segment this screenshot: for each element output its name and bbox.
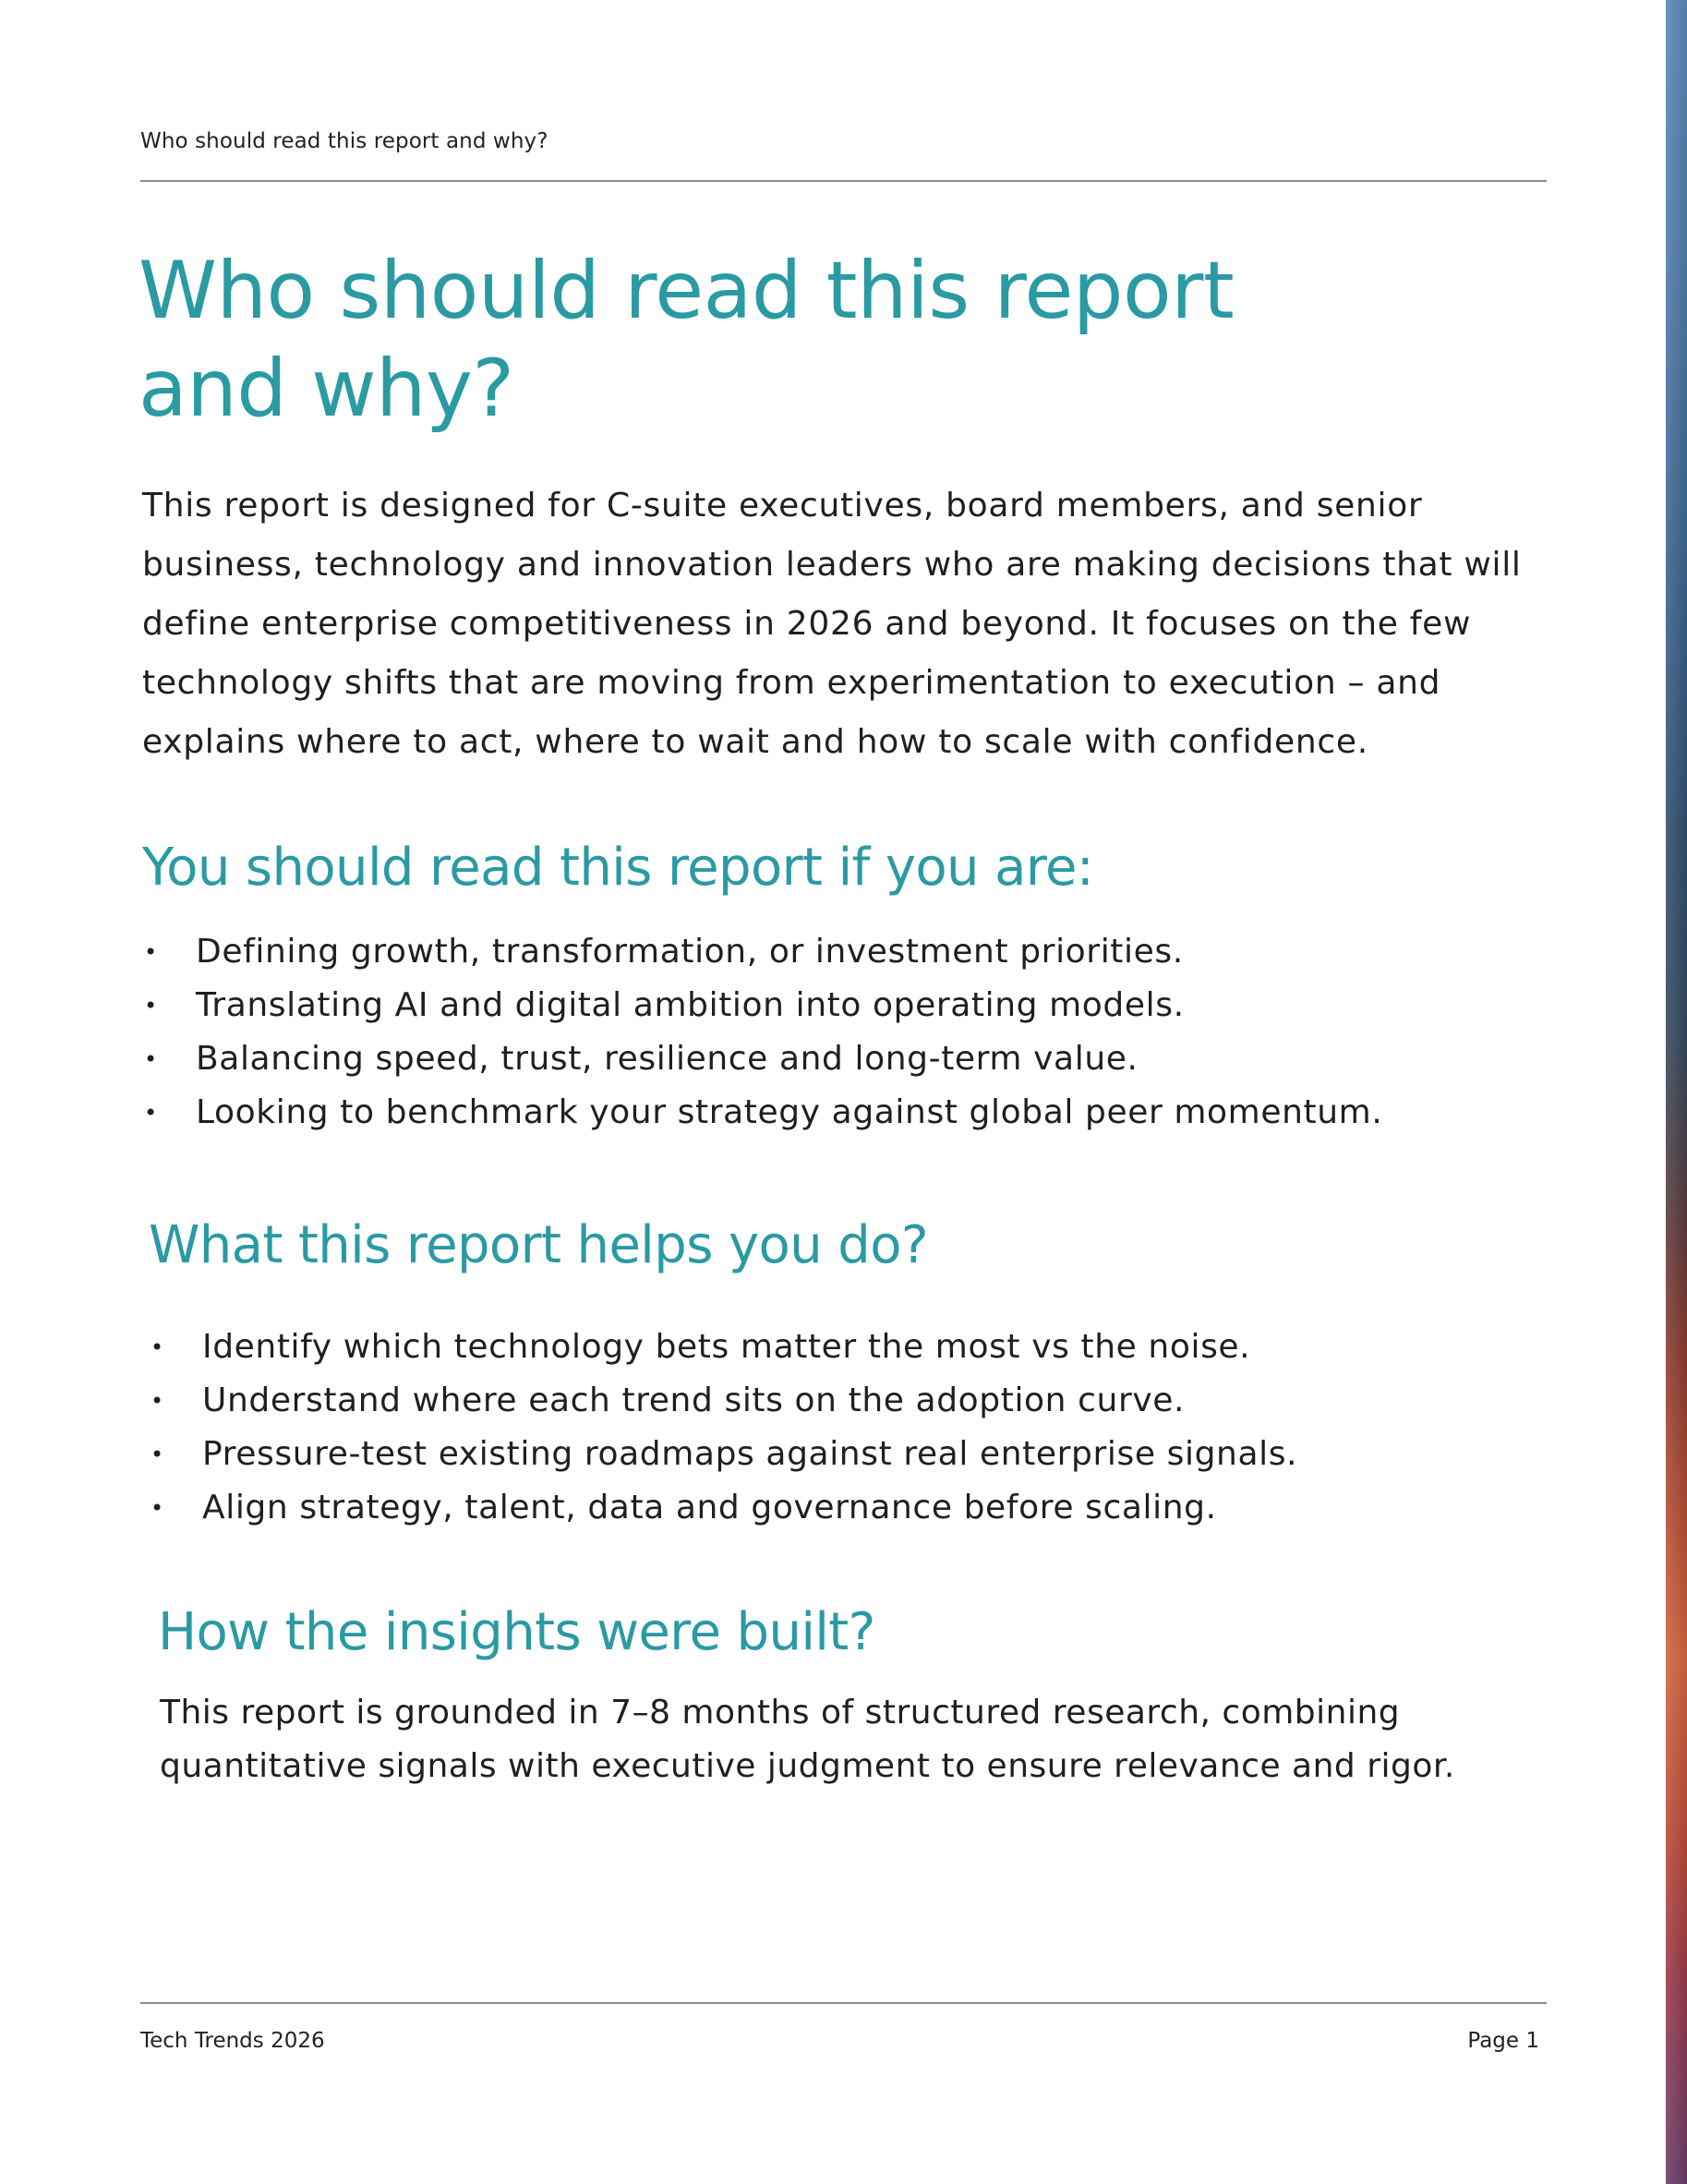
list-item-text: Balancing speed, trust, resilience and long-term value. xyxy=(196,1040,1139,1078)
built-section-body: This report is grounded in 7–8 months of structured research, combining quantitative signals with executive judgment to ensure relevance and rigor. xyxy=(160,1694,1455,1785)
read-section-heading: You should read this report if you are: xyxy=(142,838,1094,898)
bullet-icon: • xyxy=(144,1046,158,1072)
footer-divider xyxy=(140,2002,1547,2004)
bullet-icon: • xyxy=(151,1388,164,1414)
bullet-icon: • xyxy=(144,1100,158,1126)
list-item xyxy=(144,979,1529,1032)
read-reasons-list xyxy=(144,925,1529,1140)
helps-section-heading: What this report helps you do? xyxy=(149,1215,929,1275)
page-number: Page 1 xyxy=(1467,2029,1539,2053)
header-divider xyxy=(140,180,1547,182)
list-item-text: Defining growth, transformation, or investment priorities. xyxy=(196,933,1184,971)
page-title-line-2: and why? xyxy=(139,343,514,435)
list-item-text: Align strategy, talent, data and governance before scaling. xyxy=(202,1489,1217,1526)
list-item xyxy=(151,1321,1536,1374)
list-item-text: Translating AI and digital ambition into operating models. xyxy=(196,986,1185,1024)
bullet-icon: • xyxy=(151,1495,164,1521)
bullet-icon: • xyxy=(144,939,158,965)
helps-list xyxy=(151,1321,1536,1535)
list-item xyxy=(151,1428,1536,1481)
list-item xyxy=(151,1481,1536,1535)
bullet-icon: • xyxy=(144,993,158,1019)
decorative-gradient-strip xyxy=(1666,0,1687,2184)
list-item-text: Understand where each trend sits on the adoption curve. xyxy=(202,1382,1186,1419)
list-item-text: Pressure-test existing roadmaps against real enterprise signals. xyxy=(202,1435,1298,1473)
built-section-heading: How the insights were built? xyxy=(158,1602,875,1662)
intro-paragraph: This report is designed for C-suite executives, board members, and senior business, technology and innovation leaders who are making decisions that will define enterprise competitiveness in 2026 and beyond. It focuses on the few technology shifts that are moving from experimentation to execution – and explains where to act, where to wait and how to scale with confidence. xyxy=(142,487,1522,761)
footer-publication: Tech Trends 2026 xyxy=(140,2029,325,2053)
list-item xyxy=(144,1032,1529,1086)
page-title xyxy=(139,242,1247,438)
running-header: Who should read this report and why? xyxy=(140,129,548,153)
page-title-line-1: Who should read this report xyxy=(139,245,1235,337)
bullet-icon: • xyxy=(151,1442,164,1467)
list-item xyxy=(151,1374,1536,1428)
list-item xyxy=(144,925,1529,979)
list-item xyxy=(144,1086,1529,1140)
bullet-icon: • xyxy=(151,1334,164,1360)
list-item-text: Looking to benchmark your strategy against global peer momentum. xyxy=(196,1093,1383,1131)
list-item-text: Identify which technology bets matter the most vs the noise. xyxy=(202,1328,1251,1366)
